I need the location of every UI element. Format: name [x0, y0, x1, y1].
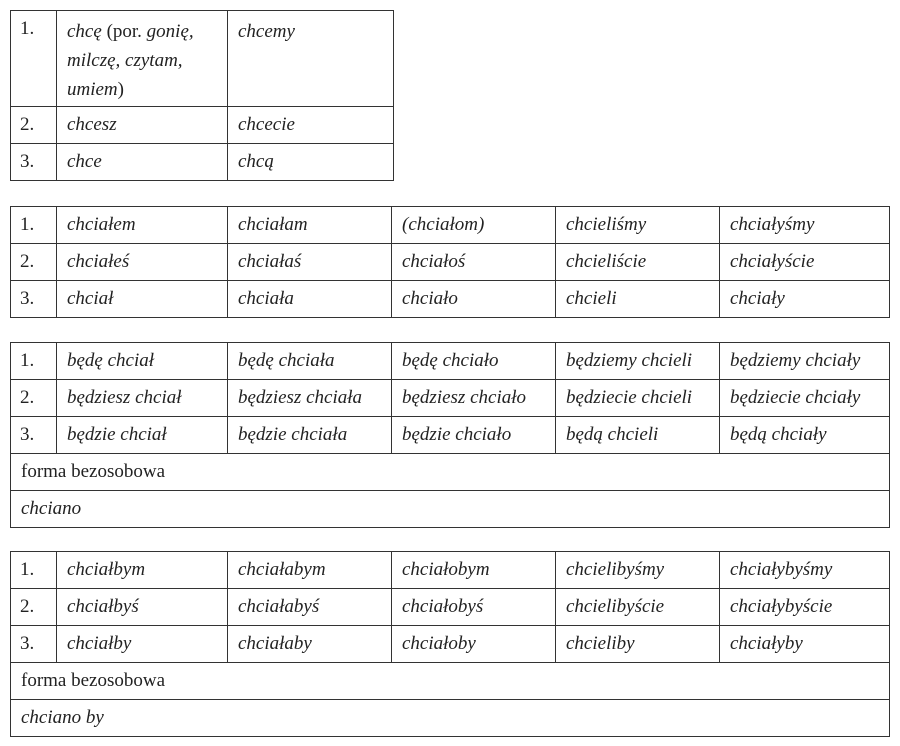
form-cell: będą chciały [720, 417, 890, 454]
form-cell: chciałby [57, 626, 228, 663]
form-cell: chciałyśmy [720, 207, 890, 244]
table-row [11, 454, 890, 491]
form-cell: chciałybyście [720, 589, 890, 626]
plural-form: chcą [228, 144, 394, 181]
plural-form: chcemy [228, 11, 394, 107]
form-cell: chciało [392, 281, 556, 318]
form-cell: będziemy chciały [720, 343, 890, 380]
table-row [11, 281, 890, 318]
form-cell: chcieliśmy [556, 207, 720, 244]
impersonal-form: chciano by [11, 700, 890, 737]
note-close: ) [117, 79, 124, 100]
table-row [11, 343, 890, 380]
note-open: (por. [101, 21, 147, 42]
form-cell: chciałoś [392, 244, 556, 281]
form-cell: chciałybyśmy [720, 552, 890, 589]
form-cell: będziemy chcieli [556, 343, 720, 380]
form-cell: będziesz chciało [392, 380, 556, 417]
form-cell: chciałobyś [392, 589, 556, 626]
table-row [11, 11, 394, 107]
compare-words: gonię, milczę, czytam, umiem [67, 21, 194, 100]
table-row [11, 589, 890, 626]
singular-form [57, 11, 228, 107]
future-tense-table [10, 342, 890, 528]
person-number: 1. [11, 343, 57, 380]
person-number: 1. [11, 207, 57, 244]
form-cell: będą chcieli [556, 417, 720, 454]
form-cell: będę chciała [228, 343, 392, 380]
person-number: 3. [11, 626, 57, 663]
form-cell: chciała [228, 281, 392, 318]
form-cell: chcieliby [556, 626, 720, 663]
form-cell: będzie chciał [57, 417, 228, 454]
form-cell: chciałem [57, 207, 228, 244]
form-cell: chciałaś [228, 244, 392, 281]
form-cell: będę chciało [392, 343, 556, 380]
table-row [11, 491, 890, 528]
form-cell: (chciałom) [392, 207, 556, 244]
conditional-table [10, 551, 890, 737]
form-cell: będziecie chciały [720, 380, 890, 417]
person-number: 3. [11, 144, 57, 181]
table-row [11, 380, 890, 417]
person-number: 2. [11, 380, 57, 417]
form-cell: będziesz chciał [57, 380, 228, 417]
form-cell: chciałam [228, 207, 392, 244]
form-cell: chciałyście [720, 244, 890, 281]
table-row [11, 144, 394, 181]
table-row [11, 663, 890, 700]
form-cell: będzie chciało [392, 417, 556, 454]
form-cell: chciałoby [392, 626, 556, 663]
form-cell: chciałbyś [57, 589, 228, 626]
form-cell: chciałeś [57, 244, 228, 281]
form-cell: będziecie chcieli [556, 380, 720, 417]
person-number: 1. [11, 552, 57, 589]
plural-form: chcecie [228, 107, 394, 144]
table-row [11, 417, 890, 454]
person-number: 3. [11, 417, 57, 454]
form-cell: chciałbym [57, 552, 228, 589]
impersonal-label: forma bezosobowa [11, 663, 890, 700]
person-number: 3. [11, 281, 57, 318]
table-row [11, 207, 890, 244]
table-row [11, 107, 394, 144]
table-row [11, 244, 890, 281]
table-row [11, 552, 890, 589]
singular-form: chce [57, 144, 228, 181]
singular-form: chcesz [57, 107, 228, 144]
form-cell: będę chciał [57, 343, 228, 380]
form-cell: chciałabyś [228, 589, 392, 626]
form-cell: chciał [57, 281, 228, 318]
present-tense-table [10, 10, 394, 181]
form-cell: będzie chciała [228, 417, 392, 454]
form-cell: będziesz chciała [228, 380, 392, 417]
form-cell: chciały [720, 281, 890, 318]
form-cell: chciałaby [228, 626, 392, 663]
person-number: 2. [11, 107, 57, 144]
form-cell: chciałabym [228, 552, 392, 589]
form-cell: chcieliście [556, 244, 720, 281]
impersonal-form: chciano [11, 491, 890, 528]
form-cell: chcielibyście [556, 589, 720, 626]
form-cell: chcielibyśmy [556, 552, 720, 589]
form-word: chcę [67, 21, 102, 42]
form-cell: chcieli [556, 281, 720, 318]
person-number: 2. [11, 244, 57, 281]
impersonal-label: forma bezosobowa [11, 454, 890, 491]
person-number: 2. [11, 589, 57, 626]
table-row [11, 700, 890, 737]
form-cell: chciałobym [392, 552, 556, 589]
form-cell: chciałyby [720, 626, 890, 663]
past-tense-table [10, 206, 890, 318]
table-row [11, 626, 890, 663]
person-number: 1. [11, 11, 57, 107]
